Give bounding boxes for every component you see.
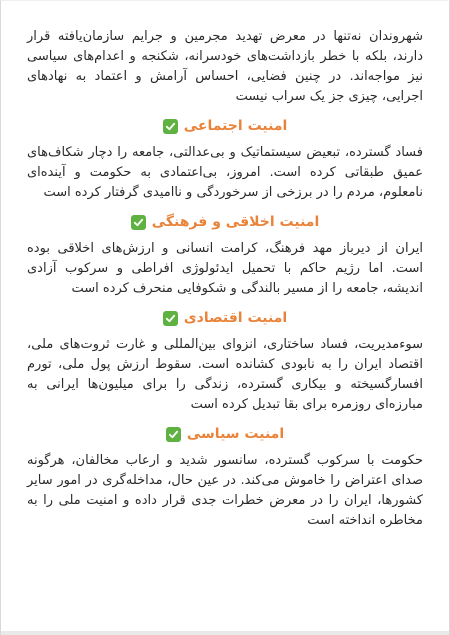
section-title: امنیت اخلاقی و فرهنگی: [151, 214, 320, 230]
section-paragraph-cultural: ایران از دیرباز مهد فرهنگ، کرامت انسانی و ارزش‌های اخلاقی بوده است. اما رژیم حاکم با تحمیل ایدئولوژی افراطی و سرکوب آزادی اندیشه، جامعه را از مسیر بالندگی و شکوفایی منحرف کرده است: [27, 241, 423, 296]
section-paragraph-social: فساد گسترده، تبعیض سیستماتیک و بی‌عدالتی، جامعه را دچار شکاف‌های عمیق طبقاتی کرده است. امروز، بی‌اعتمادی به حکومت و آینده‌ای نامعلوم، مردم را در برزخی از سرخوردگی و ناامیدی گرفتار کرده است: [27, 145, 423, 200]
section-paragraph-economic: سوءمدیریت، فساد ساختاری، انزوای بین‌المللی و غارت ثروت‌های ملی، اقتصاد ایران را به نابودی کشانده است. سقوط ارزش پول ملی، تورم افسارگسیخته و بیکاری گسترده، زندگی را برای میلیون‌ها ایرانی به مبارزه‌ای روزمره برای بقا تبدیل کرده است: [27, 337, 423, 412]
check-mark-icon: [166, 427, 181, 442]
section-heading-political: [27, 424, 423, 444]
section-title: امنیت اجتماعی: [183, 118, 288, 134]
section-heading-economic: [27, 308, 423, 328]
check-mark-icon: [131, 215, 146, 230]
section-title: امنیت سیاسی: [186, 426, 285, 442]
section-paragraph-political: حکومت با سرکوب گسترده، سانسور شدید و ارعاب مخالفان، هرگونه صدای اعتراض را خاموش می‌کند. در عین حال، مداخله‌گری در امور سایر کشورها، ایران را در معرض خطرات جدی قرار داده و امنیت ملی را به مخاطره انداخته است: [27, 453, 423, 528]
page-bottom-border: [1, 631, 449, 635]
document-body: [1, 1, 449, 531]
section-heading-social: [27, 116, 423, 136]
section-heading-cultural: [27, 212, 423, 232]
intro-paragraph: شهروندان نه‌تنها در معرض تهدید مجرمین و جرایم سازمان‌یافته قرار دارند، بلکه با خطر بازداشت‌های خودسرانه، شکنجه و اعدام‌های سیاسی نیز مواجه‌اند. در چنین فضایی، احساس آرامش و اعتماد به نهادهای اجرایی، چیزی جز یک سراب نیست: [27, 29, 423, 104]
section-title: امنیت اقتصادی: [183, 310, 288, 326]
check-mark-icon: [163, 311, 178, 326]
check-mark-icon: [163, 119, 178, 134]
